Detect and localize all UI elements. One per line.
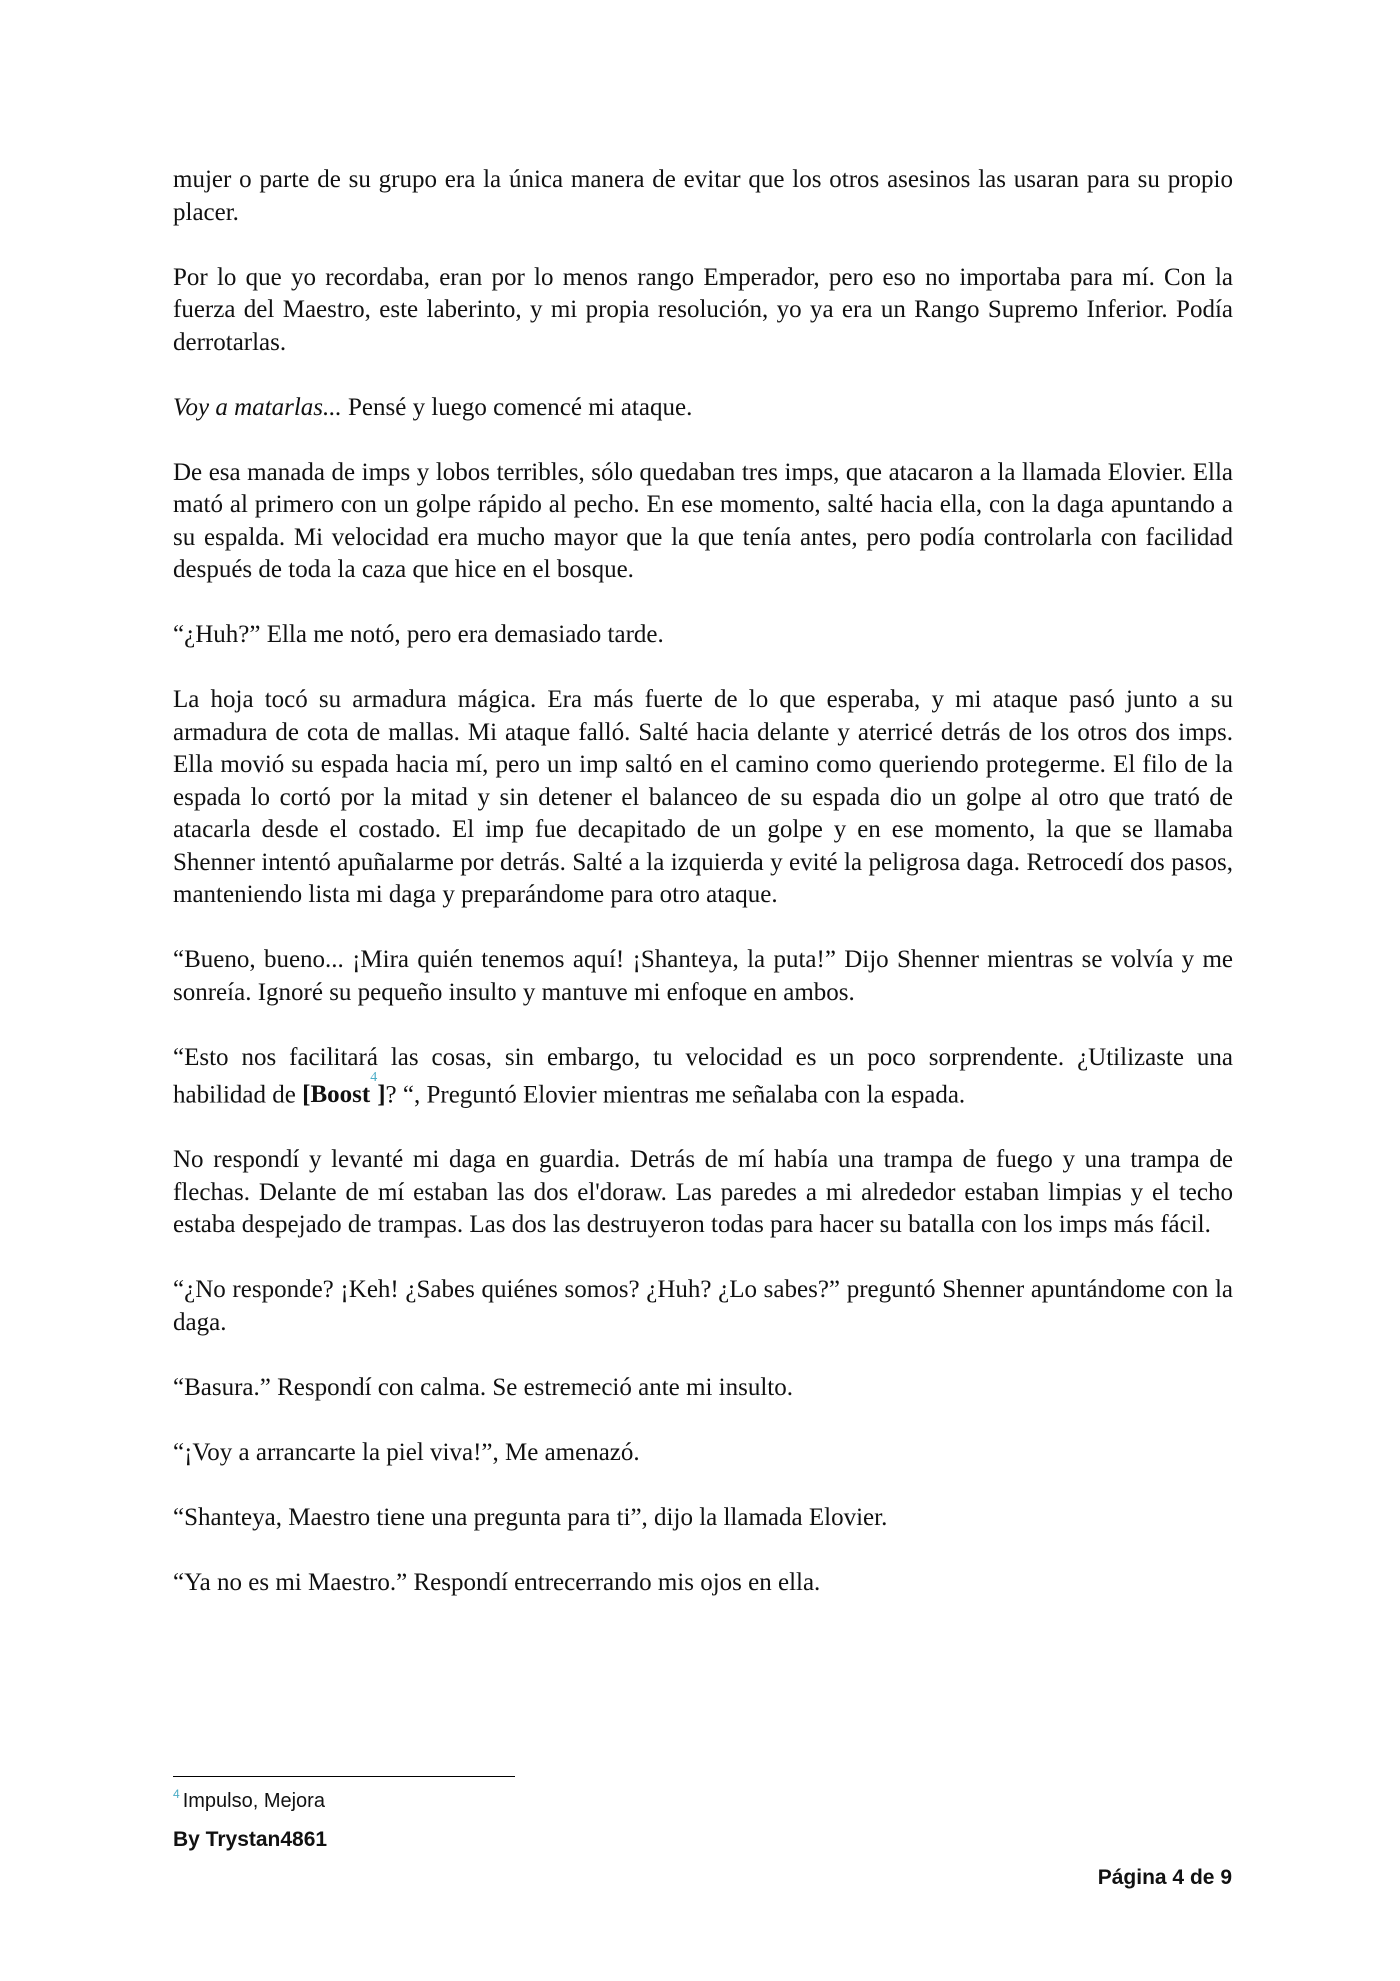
footnote-number: 4 xyxy=(173,1787,180,1801)
page-number xyxy=(1098,1864,1232,1892)
paragraph-13: “Shanteya, Maestro tiene una pregunta para ti”, dijo la llamada Elovier. xyxy=(173,1503,888,1531)
page-total: 9 xyxy=(1220,1866,1232,1889)
boost-term-close: ] xyxy=(377,1081,386,1109)
paragraph-11: “Basura.” Respondí con calma. Se estremeció ante mi insulto. xyxy=(173,1373,793,1401)
paragraph-8-before: “Esto nos facilitará las cosas, sin embargo, tu velocidad es un poco sorprendente. ¿Utilizaste una habilidad de xyxy=(173,1043,1233,1109)
page-of: de xyxy=(1189,1866,1215,1889)
paragraph-12: “¡Voy a arrancarte la piel viva!”, Me amenazó. xyxy=(173,1438,640,1466)
boost-term xyxy=(302,1070,386,1109)
body-text xyxy=(173,164,1233,1599)
paragraph-3-rest: Pensé y luego comencé mi ataque. xyxy=(341,393,693,421)
footnote xyxy=(173,1788,325,1816)
paragraph-2: Por lo que yo recordaba, eran por lo menos rango Emperador, pero eso no importaba para mí. Con la fuerza del Maestro, este laberinto, y mi propia resolución, yo ya era un Rango Supremo Inferior. Podía derrotarlas. xyxy=(173,263,1233,356)
paragraph-1: mujer o parte de su grupo era la única manera de evitar que los otros asesinos las usaran para su propio placer. xyxy=(173,166,1233,226)
footnote-text: Impulso, Mejora xyxy=(182,1790,325,1812)
paragraph-9: No respondí y levanté mi daga en guardia. Detrás de mí había una trampa de fuego y una trampa de flechas. Delante de mí estaban las dos el'doraw. Las paredes a mi alrededor estaban limpias y el techo estaba despejado de trampas. Las dos las destruyeron todas para hacer su batalla con los imps más fácil. xyxy=(173,1146,1233,1239)
paragraph-4: De esa manada de imps y lobos terribles, sólo quedaban tres imps, que atacaron a la llamada Elovier. Ella mató al primero con un golpe rápido al pecho. En ese momento, salté hacia ella, con la daga apuntando a su espalda. Mi velocidad era mucho mayor que la que tenía antes, pero podía controlarla con facilidad después de toda la caza que hice en el bosque. xyxy=(173,458,1233,583)
paragraph-10: “¿No responde? ¡Keh! ¿Sabes quiénes somos? ¿Huh? ¿Lo sabes?” preguntó Shenner apuntándome con la daga. xyxy=(173,1276,1233,1336)
footnote-reference[interactable]: 4 xyxy=(370,1070,378,1085)
boost-term-text: [Boost xyxy=(302,1081,371,1109)
paragraph-7: “Bueno, bueno... ¡Mira quién tenemos aquí! ¡Shanteya, la puta!” Dijo Shenner mientras se volvía y me sonreía. Ignoré su pequeño insulto y mantuve mi enfoque en ambos. xyxy=(173,946,1233,1006)
page-current: 4 xyxy=(1172,1866,1185,1889)
page-label: Página xyxy=(1097,1866,1167,1889)
paragraph-6: La hoja tocó su armadura mágica. Era más fuerte de lo que esperaba, y mi ataque pasó junto a su armadura de cota de mallas. Mi ataque falló. Salté hacia delante y aterricé detrás de los otros dos imps. Ella movió su espada hacia mí, pero un imp saltó en el camino como queriendo protegerme. El filo de la espada lo cortó por la mitad y sin detener el balanceo de su espada dio un golpe al otro que trató de atacarla desde el costado. El imp fue decapitado de un golpe y en ese momento, la que se llamaba Shenner intentó apuñalarme por detrás. Salté a la izquierda y evité la peligrosa daga. Retrocedí dos pasos, manteniendo lista mi daga y preparándome para otro ataque. xyxy=(173,686,1233,908)
paragraph-5: “¿Huh?” Ella me notó, pero era demasiado tarde. xyxy=(173,621,664,648)
paragraph-14: “Ya no es mi Maestro.” Respondí entrecerrando mis ojos en ella. xyxy=(173,1568,821,1596)
paragraph-3 xyxy=(173,392,1233,425)
italic-thought: Voy a matarlas... xyxy=(173,393,342,421)
byline: By Trystan4861 xyxy=(173,1828,328,1851)
footnote-separator xyxy=(173,1776,515,1777)
paragraph-8 xyxy=(173,1042,1233,1112)
paragraph-8-after: ? “, Preguntó Elovier mientras me señalaba con la espada. xyxy=(385,1081,966,1109)
